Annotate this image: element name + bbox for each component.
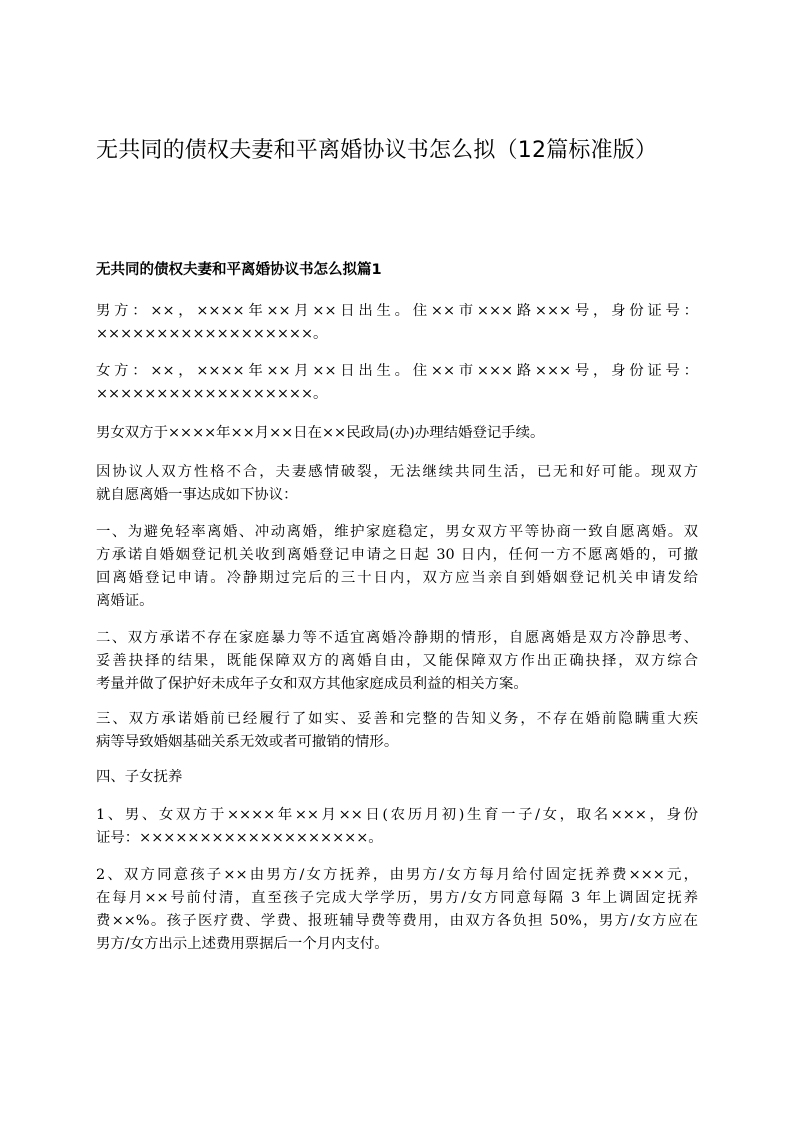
- paragraph-clause-3: [96, 708, 698, 754]
- text-line: 女方：××，××××年××月××日出生。住××市×××路×××号，身份证号：: [96, 363, 698, 379]
- paragraph-child-item-1: [96, 804, 698, 850]
- paragraph-wife-info: [96, 360, 698, 406]
- text-line: 2、双方同意孩子××由男方/女方抚养，由男方/女方每月给付固定抚养费×××元，: [96, 867, 698, 883]
- text-line: 男女双方于××××年××月××日在××民政局(办)办理结婚登记手续。: [96, 425, 545, 441]
- text-line: 回离婚登记申请。冷静期过完后的三十日内，双方应当亲自到婚姻登记机关申请发给: [96, 570, 698, 586]
- text-line: 1、男、女双方于××××年××月××日(农历月初)生育一子/女，取名×××，身份: [96, 807, 698, 823]
- paragraph-divorce-reason: [96, 461, 698, 507]
- paragraph-clause-1: [96, 521, 698, 613]
- text-line: 在每月××号前付清，直至孩子完成大学学历，男方/女方同意每隔 3 年上调固定抚养: [96, 890, 698, 906]
- section-heading: 无共同的债权夫妻和平离婚协议书怎么拟篇1: [96, 262, 382, 278]
- text-line: 妥善抉择的结果，既能保障双方的离婚自由，又能保障双方作出正确抉择，双方综合: [96, 653, 698, 669]
- text-line: 一、为避免轻率离婚、冲动离婚，维护家庭稳定，男女双方平等协商一致自愿离婚。双: [96, 524, 698, 540]
- text-line: 二、双方承诺不存在家庭暴力等不适宜离婚冷静期的情形，自愿离婚是双方冷静思考、: [96, 630, 698, 646]
- paragraph-clause-4-heading: [96, 766, 698, 789]
- text-line: 方承诺自婚姻登记机关收到离婚登记申请之日起 30 日内，任何一方不愿离婚的，可撤: [96, 547, 698, 563]
- text-line: 男方/女方出示上述费用票据后一个月内支付。: [96, 936, 389, 952]
- text-line: 三、双方承诺婚前已经履行了如实、妥善和完整的告知义务，不存在婚前隐瞒重大疾: [96, 711, 698, 727]
- text-line: 四、子女抚养: [96, 769, 183, 785]
- text-line: 因协议人双方性格不合，夫妻感情破裂，无法继续共同生活，已无和好可能。现双方: [96, 464, 698, 480]
- paragraph-husband-info: [96, 300, 698, 346]
- text-line: 离婚证。: [96, 593, 154, 609]
- text-line: ××××××××××××××××××。: [96, 326, 328, 342]
- text-line: ××××××××××××××××××。: [96, 386, 328, 402]
- text-line: 证号：×××××××××××××××××××。: [96, 830, 383, 846]
- paragraph-marriage-registration: [96, 422, 698, 445]
- paragraph-child-item-2: [96, 864, 698, 956]
- text-line: 男方：××，××××年××月××日出生。住××市×××路×××号，身份证号：: [96, 303, 698, 319]
- text-line: 病等导致婚姻基础关系无效或者可撤销的情形。: [96, 734, 399, 750]
- paragraph-clause-2: [96, 627, 698, 696]
- text-line: 考量并做了保护好未成年子女和双方其他家庭成员利益的相关方案。: [96, 676, 528, 692]
- text-line: 就自愿离婚一事达成如下协议：: [96, 487, 298, 503]
- document-title: 无共同的债权夫妻和平离婚协议书怎么拟（12篇标准版）: [96, 138, 658, 163]
- text-line: 费××%。孩子医疗费、学费、报班辅导费等费用，由双方各负担 50%，男方/女方应在: [96, 913, 698, 929]
